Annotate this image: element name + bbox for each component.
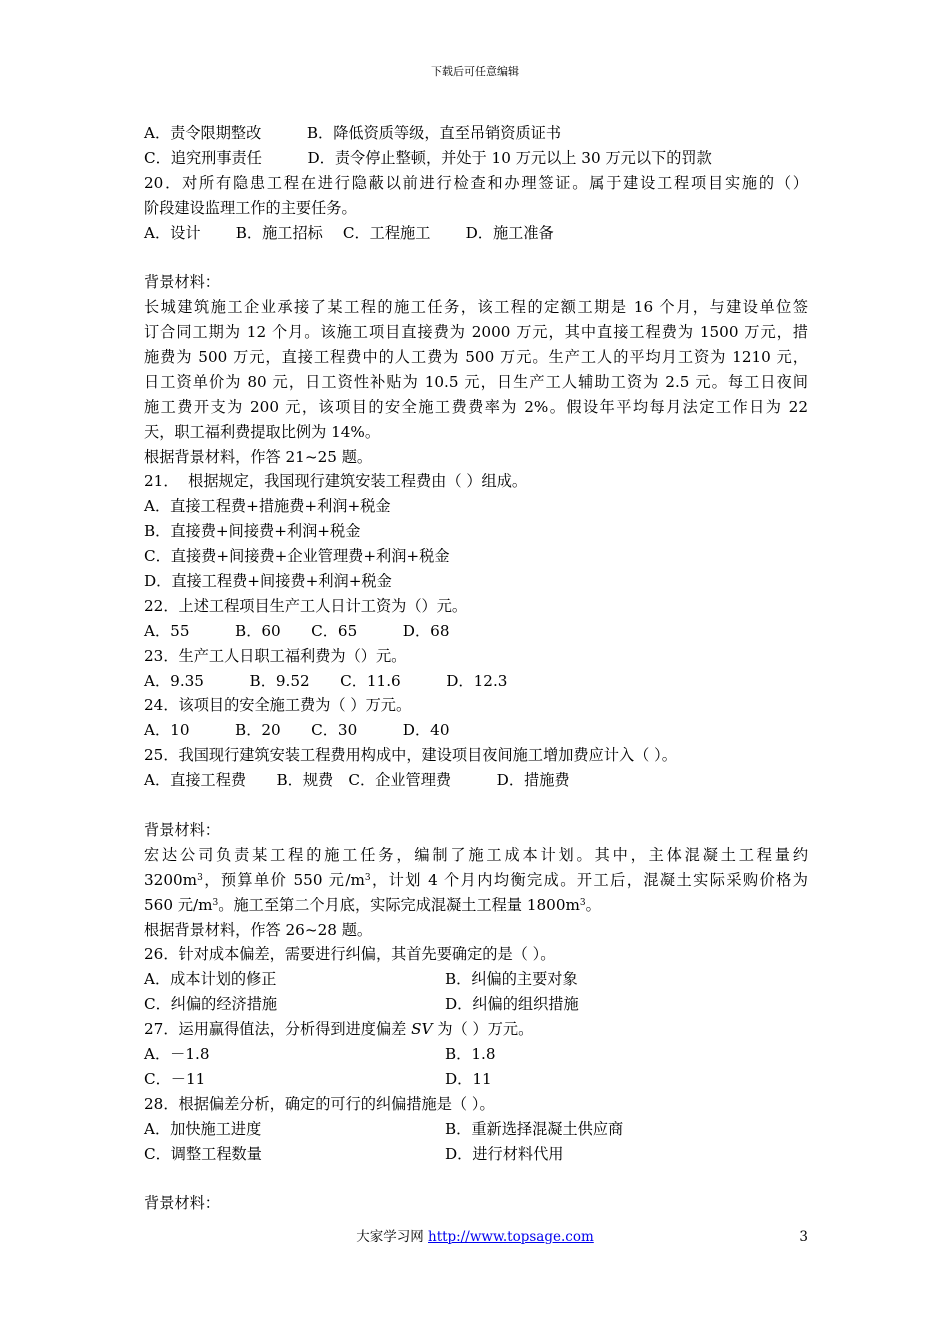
instruction: 根据背景材料，作答 21~25 题。 xyxy=(144,447,373,466)
q27-option-d: D．11 xyxy=(445,1069,492,1088)
q20-options: A．设计 B．施工招标 C．工程施工 D．施工准备 xyxy=(144,223,554,242)
background-text: 长城建筑施工企业承接了某工程的施工任务，该工程的定额工期是 16 个月，与建设单位签 xyxy=(144,298,808,317)
q27-option-c: C．－11 xyxy=(144,1069,206,1088)
background-heading: 背景材料： xyxy=(144,1194,220,1213)
q19-options-cd: C．追究刑事责任 D．责令停止整顿，并处于 10 万元以上 30 万元以下的罚款 xyxy=(144,148,712,167)
background-text: 560 元$/m^3$。施工至第二个月底，实际完成混凝土工程量 $1800m^3$。 xyxy=(144,895,601,914)
q26-option-b: B．纠偏的主要对象 xyxy=(445,970,578,989)
document-body xyxy=(144,121,808,1216)
page-header: 下载后可任意编辑 xyxy=(431,65,519,78)
q28-option-a: A．加快施工进度 xyxy=(144,1119,262,1138)
q25-options: A．直接工程费 B．规费 C．企业管理费 D．措施费 xyxy=(144,771,570,790)
spacer xyxy=(144,793,808,818)
q26-option-d: D．纠偏的组织措施 xyxy=(445,995,579,1014)
background-text: 日工资单价为 80 元，日工资性补贴为 10.5 元，日生产工人辅助工资为 2.5 元。每工日夜间 xyxy=(144,372,808,391)
footer-site-link[interactable]: http://www.topsage.com xyxy=(428,1229,594,1245)
q25-stem: 25．我国现行建筑安装工程费用构成中，建设项目夜间施工增加费应计入（ ）。 xyxy=(144,746,677,765)
q26-options-cd xyxy=(144,992,808,1017)
footer-site-name: 大家学习网 xyxy=(356,1229,428,1245)
q28-option-c: C．调整工程数量 xyxy=(144,1144,262,1163)
q28-stem: 28．根据偏差分析，确定的可行的纠偏措施是（ ）。 xyxy=(144,1094,495,1113)
q27-options-ab xyxy=(144,1042,808,1067)
spacer xyxy=(144,1166,808,1191)
q26-option-c: C．纠偏的经济措施 xyxy=(144,995,278,1014)
q20-stem: 20．对所有隐患工程在进行隐蔽以前进行检查和办理签证。属于建设工程项目实施的（） xyxy=(144,173,808,192)
q20-stem-cont: 阶段建设监理工作的主要任务。 xyxy=(144,198,357,217)
q27-stem: 27．运用赢得值法，分析得到进度偏差 SV 为（ ）万元。 xyxy=(144,1020,534,1039)
q21-option-a: A．直接工程费+措施费+利润+税金 xyxy=(144,497,391,516)
q27-option-b: B．1.8 xyxy=(445,1044,496,1063)
q28-options-ab xyxy=(144,1117,808,1142)
q27-option-a: A．－1.8 xyxy=(144,1044,210,1063)
q23-options: A．9.35 B．9.52 C．11.6 D．12.3 xyxy=(144,671,508,690)
background-text: 订合同工期为 12 个月。该施工项目直接费为 2000 万元，其中直接工程费为 1500 万元，措 xyxy=(144,323,808,342)
q22-options: A．55 B．60 C．65 D．68 xyxy=(144,621,450,640)
q21-option-d: D．直接工程费+间接费+利润+税金 xyxy=(144,572,392,591)
background-text: 施工费开支为 200 元，该项目的安全施工费费率为 2%。假设年平均每月法定工作日为 22 xyxy=(144,397,808,416)
background-heading: 背景材料： xyxy=(144,820,220,839)
q19-options-ab: A．责令限期整改 B．降低资质等级，直至吊销资质证书 xyxy=(144,124,562,142)
q26-options-ab xyxy=(144,967,808,992)
q26-stem: 26．针对成本偏差，需要进行纠偏，其首先要确定的是（ ）。 xyxy=(144,945,556,964)
background-text: 天，职工福利费提取比例为 14%。 xyxy=(144,422,381,441)
q26-option-a: A．成本计划的修正 xyxy=(144,970,277,989)
page-number: 3 xyxy=(799,1229,808,1245)
q24-stem: 24．该项目的安全施工费为（ ）万元。 xyxy=(144,696,412,715)
spacer xyxy=(144,245,808,270)
background-heading: 背景材料： xyxy=(144,273,220,292)
q21-stem: 21． 根据规定，我国现行建筑安装工程费由（ ）组成。 xyxy=(144,472,528,491)
q24-options: A．10 B．20 C．30 D．40 xyxy=(144,721,450,740)
background-text: 施费为 500 万元，直接工程费中的人工费为 500 万元。生产工人的平均月工资为 1210 元， xyxy=(144,348,808,367)
q28-options-cd xyxy=(144,1142,808,1167)
q27-options-cd xyxy=(144,1067,808,1092)
background-text: 宏达公司负责某工程的施工任务，编制了施工成本计划。其中，主体混凝土工程量约 xyxy=(144,845,808,864)
instruction: 根据背景材料，作答 26~28 题。 xyxy=(144,920,373,939)
q21-option-b: B．直接费+间接费+利润+税金 xyxy=(144,522,361,541)
q28-option-d: D．进行材料代用 xyxy=(445,1144,564,1163)
background-text: $3200m^3$，预算单价 550 元$/m^3$，计划 4 个月内均衡完成。开工后，混凝土实际采购价格为 xyxy=(144,870,808,889)
q21-option-c: C．直接费+间接费+企业管理费+利润+税金 xyxy=(144,547,450,566)
q23-stem: 23．生产工人日职工福利费为（）元。 xyxy=(144,646,407,665)
q22-stem: 22．上述工程项目生产工人日计工资为（）元。 xyxy=(144,596,468,615)
q28-option-b: B．重新选择混凝土供应商 xyxy=(445,1119,624,1138)
